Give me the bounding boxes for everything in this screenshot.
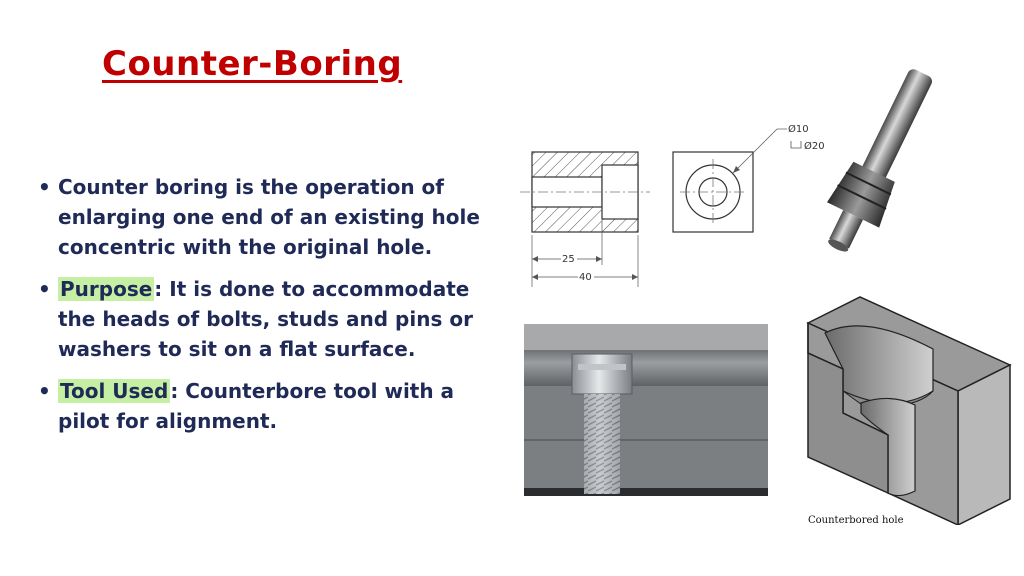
figure-caption: Counterbored hole xyxy=(808,515,904,526)
bullet-tool-used xyxy=(38,376,498,436)
purpose-text: It is done to accommodate the heads of bolts, studs and pins or washers to sit on a flat surface. xyxy=(58,277,473,361)
tool-used-term: Tool Used xyxy=(60,379,169,403)
dim-25: 25 xyxy=(562,254,575,265)
bullet-purpose xyxy=(38,274,498,364)
bolt-counterbore-photo xyxy=(524,324,768,496)
bullet-definition-text: Counter boring is the operation of enlarging one end of an existing hole concentric with the original hole. xyxy=(58,175,480,259)
dim-40: 40 xyxy=(579,272,592,283)
counterbored-hole-figure xyxy=(805,295,1015,525)
bullet-list xyxy=(38,172,498,448)
dia-20: Ø20 xyxy=(804,141,825,152)
bullet-definition xyxy=(38,172,498,262)
tool-used-text: Counterbore tool with a pilot for alignment. xyxy=(58,379,455,433)
purpose-term: Purpose xyxy=(60,277,153,301)
counterbore-tool-image xyxy=(800,60,950,275)
purpose-sep: : xyxy=(154,277,163,301)
technical-drawing xyxy=(515,115,845,290)
dia-10: Ø10 xyxy=(788,124,809,135)
tool-used-sep: : xyxy=(170,379,179,403)
bolt-photo-graphic xyxy=(524,324,768,496)
slide-title: Counter-Boring xyxy=(102,44,403,84)
section-view xyxy=(520,152,650,287)
